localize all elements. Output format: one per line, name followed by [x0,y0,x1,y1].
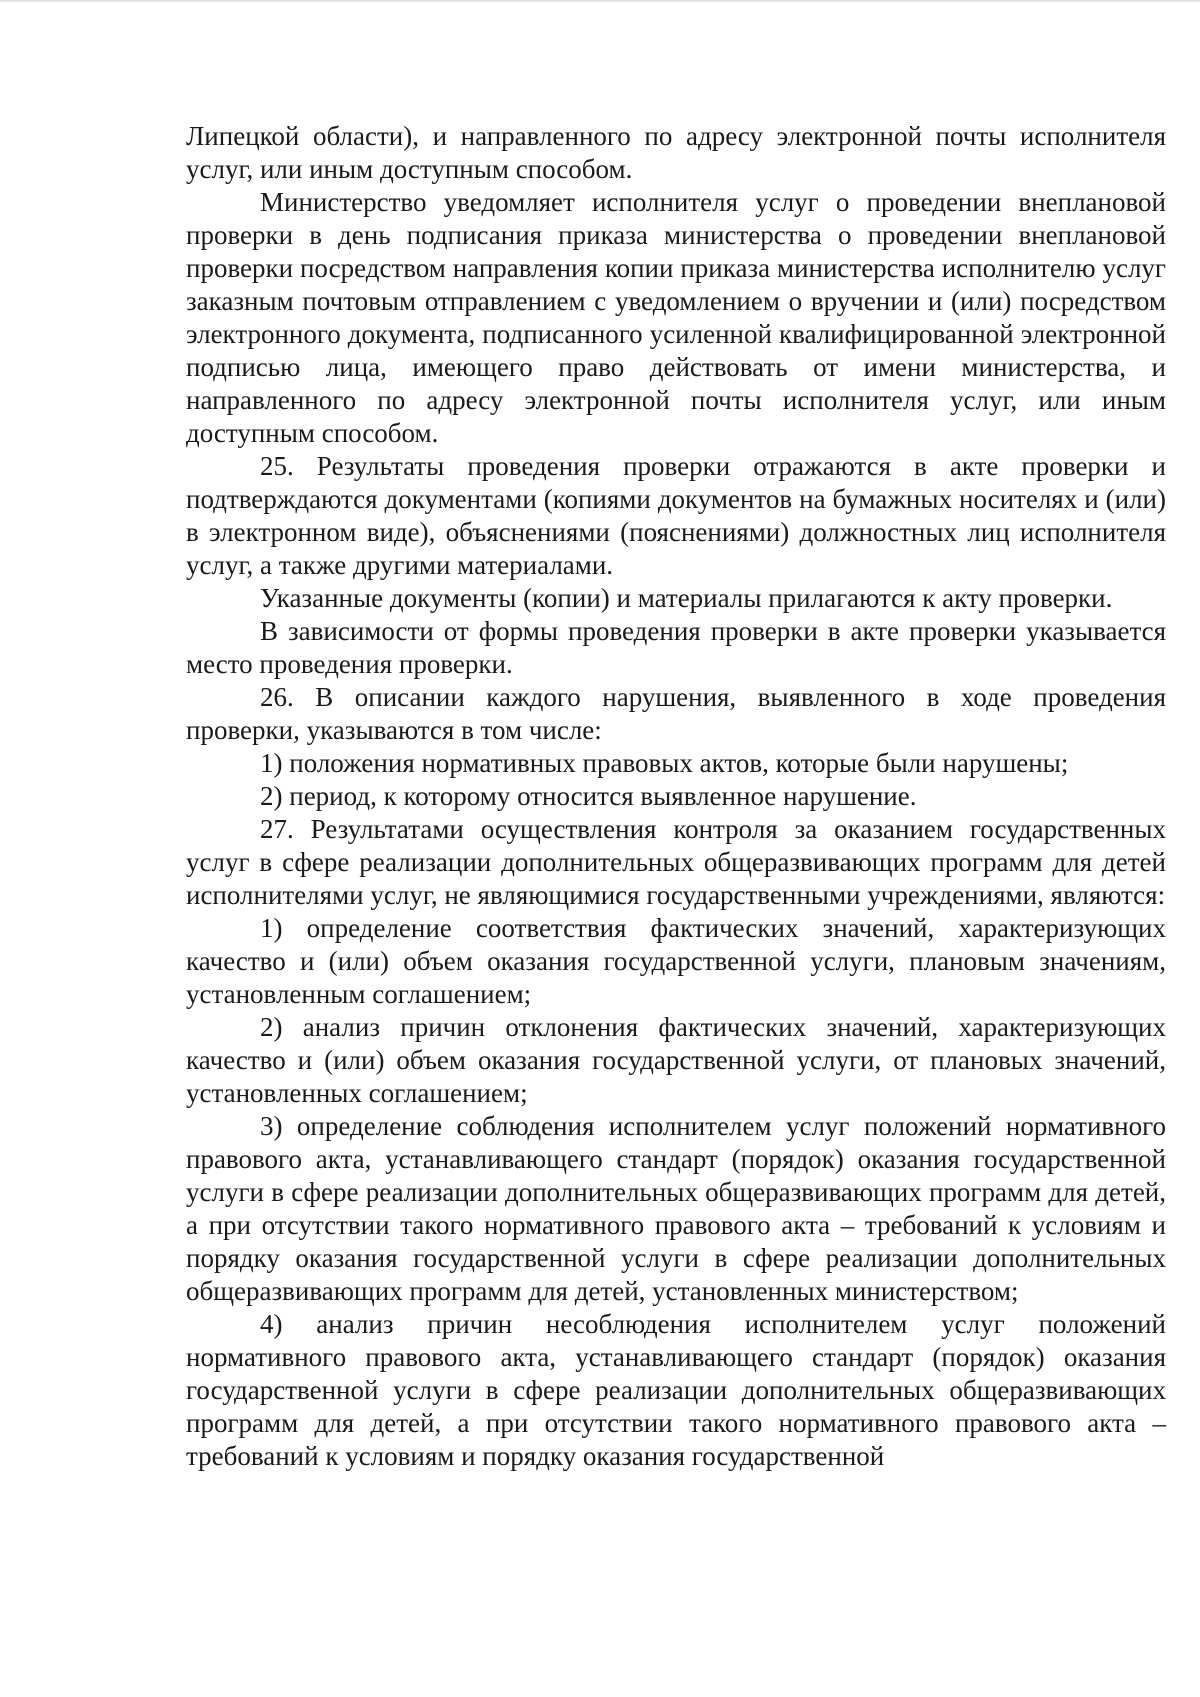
paragraph-item-26: 26. В описании каждого нарушения, выявленного в ходе проведения проверки, указываются в том числе: [186,682,1166,745]
list-item-27-2: 2) анализ причин отклонения фактических значений, характеризующих качество и (или) объем оказания государственной услуги, от плановых значений, установленных соглашением; [186,1012,1166,1108]
scan-edge [0,0,1200,3]
paragraph-ministry-notice: Министерство уведомляет исполнителя услуг о проведении внеплановой проверки в день подписания приказа министерства о проведении внеплановой проверки посредством направления копии приказа министерства исполнителю услуг заказным почтовым отправлением с уведомлением о вручении и (или) посредством электронного документа, подписанного усиленной квалифицированной электронной подписью лица, имеющего право действовать от имени министерства, и направленного по адресу электронной почты исполнителя услуг, или иным доступным способом. [186,187,1166,448]
list-item-27-3: 3) определение соблюдения исполнителем услуг положений нормативного правового акта, устанавливающего стандарт (порядок) оказания государственной услуги в сфере реализации дополнительных общеразвивающих программ для детей, а при отсутствии такого нормативного правового акта – требований к условиям и порядку оказания государственной услуги в сфере реализации дополнительных общеразвивающих программ для детей, установленных министерством; [186,1111,1166,1306]
list-item-26-1: 1) положения нормативных правовых актов, которые были нарушены; [260,748,1069,778]
paragraph-documents-attached: Указанные документы (копии) и материалы прилагаются к акту проверки. [260,583,1113,613]
list-item-27-1: 1) определение соответствия фактических значений, характеризующих качество и (или) объем оказания государственной услуги, плановым значениям, установленным соглашением; [186,913,1166,1009]
paragraph-item-25: 25. Результаты проведения проверки отражаются в акте проверки и подтверждаются документами (копиями документов на бумажных носителях и (или) в электронном виде), объяснениями (пояснениями) должностных лиц исполнителя услуг, а также другими материалами. [186,451,1166,580]
document-page [186,120,1166,1473]
list-item-27-4: 4) анализ причин несоблюдения исполнителем услуг положений нормативного правового акта, устанавливающего стандарт (порядок) оказания государственной услуги в сфере реализации дополнительных общеразвивающих программ для детей, а при отсутствии такого нормативного правового акта – требований к условиям и порядку оказания государственной [186,1309,1166,1471]
paragraph-inspection-place: В зависимости от формы проведения проверки в акте проверки указывается место проведения проверки. [186,616,1166,679]
list-item-26-2: 2) период, к которому относится выявленное нарушение. [260,781,917,811]
paragraph-continuation: Липецкой области), и направленного по адресу электронной почты исполнителя услуг, или иным доступным способом. [186,121,1166,184]
paragraph-item-27: 27. Результатами осуществления контроля за оказанием государственных услуг в сфере реализации дополнительных общеразвивающих программ для детей исполнителями услуг, не являющимися государственными учреждениями, являются: [186,814,1166,910]
